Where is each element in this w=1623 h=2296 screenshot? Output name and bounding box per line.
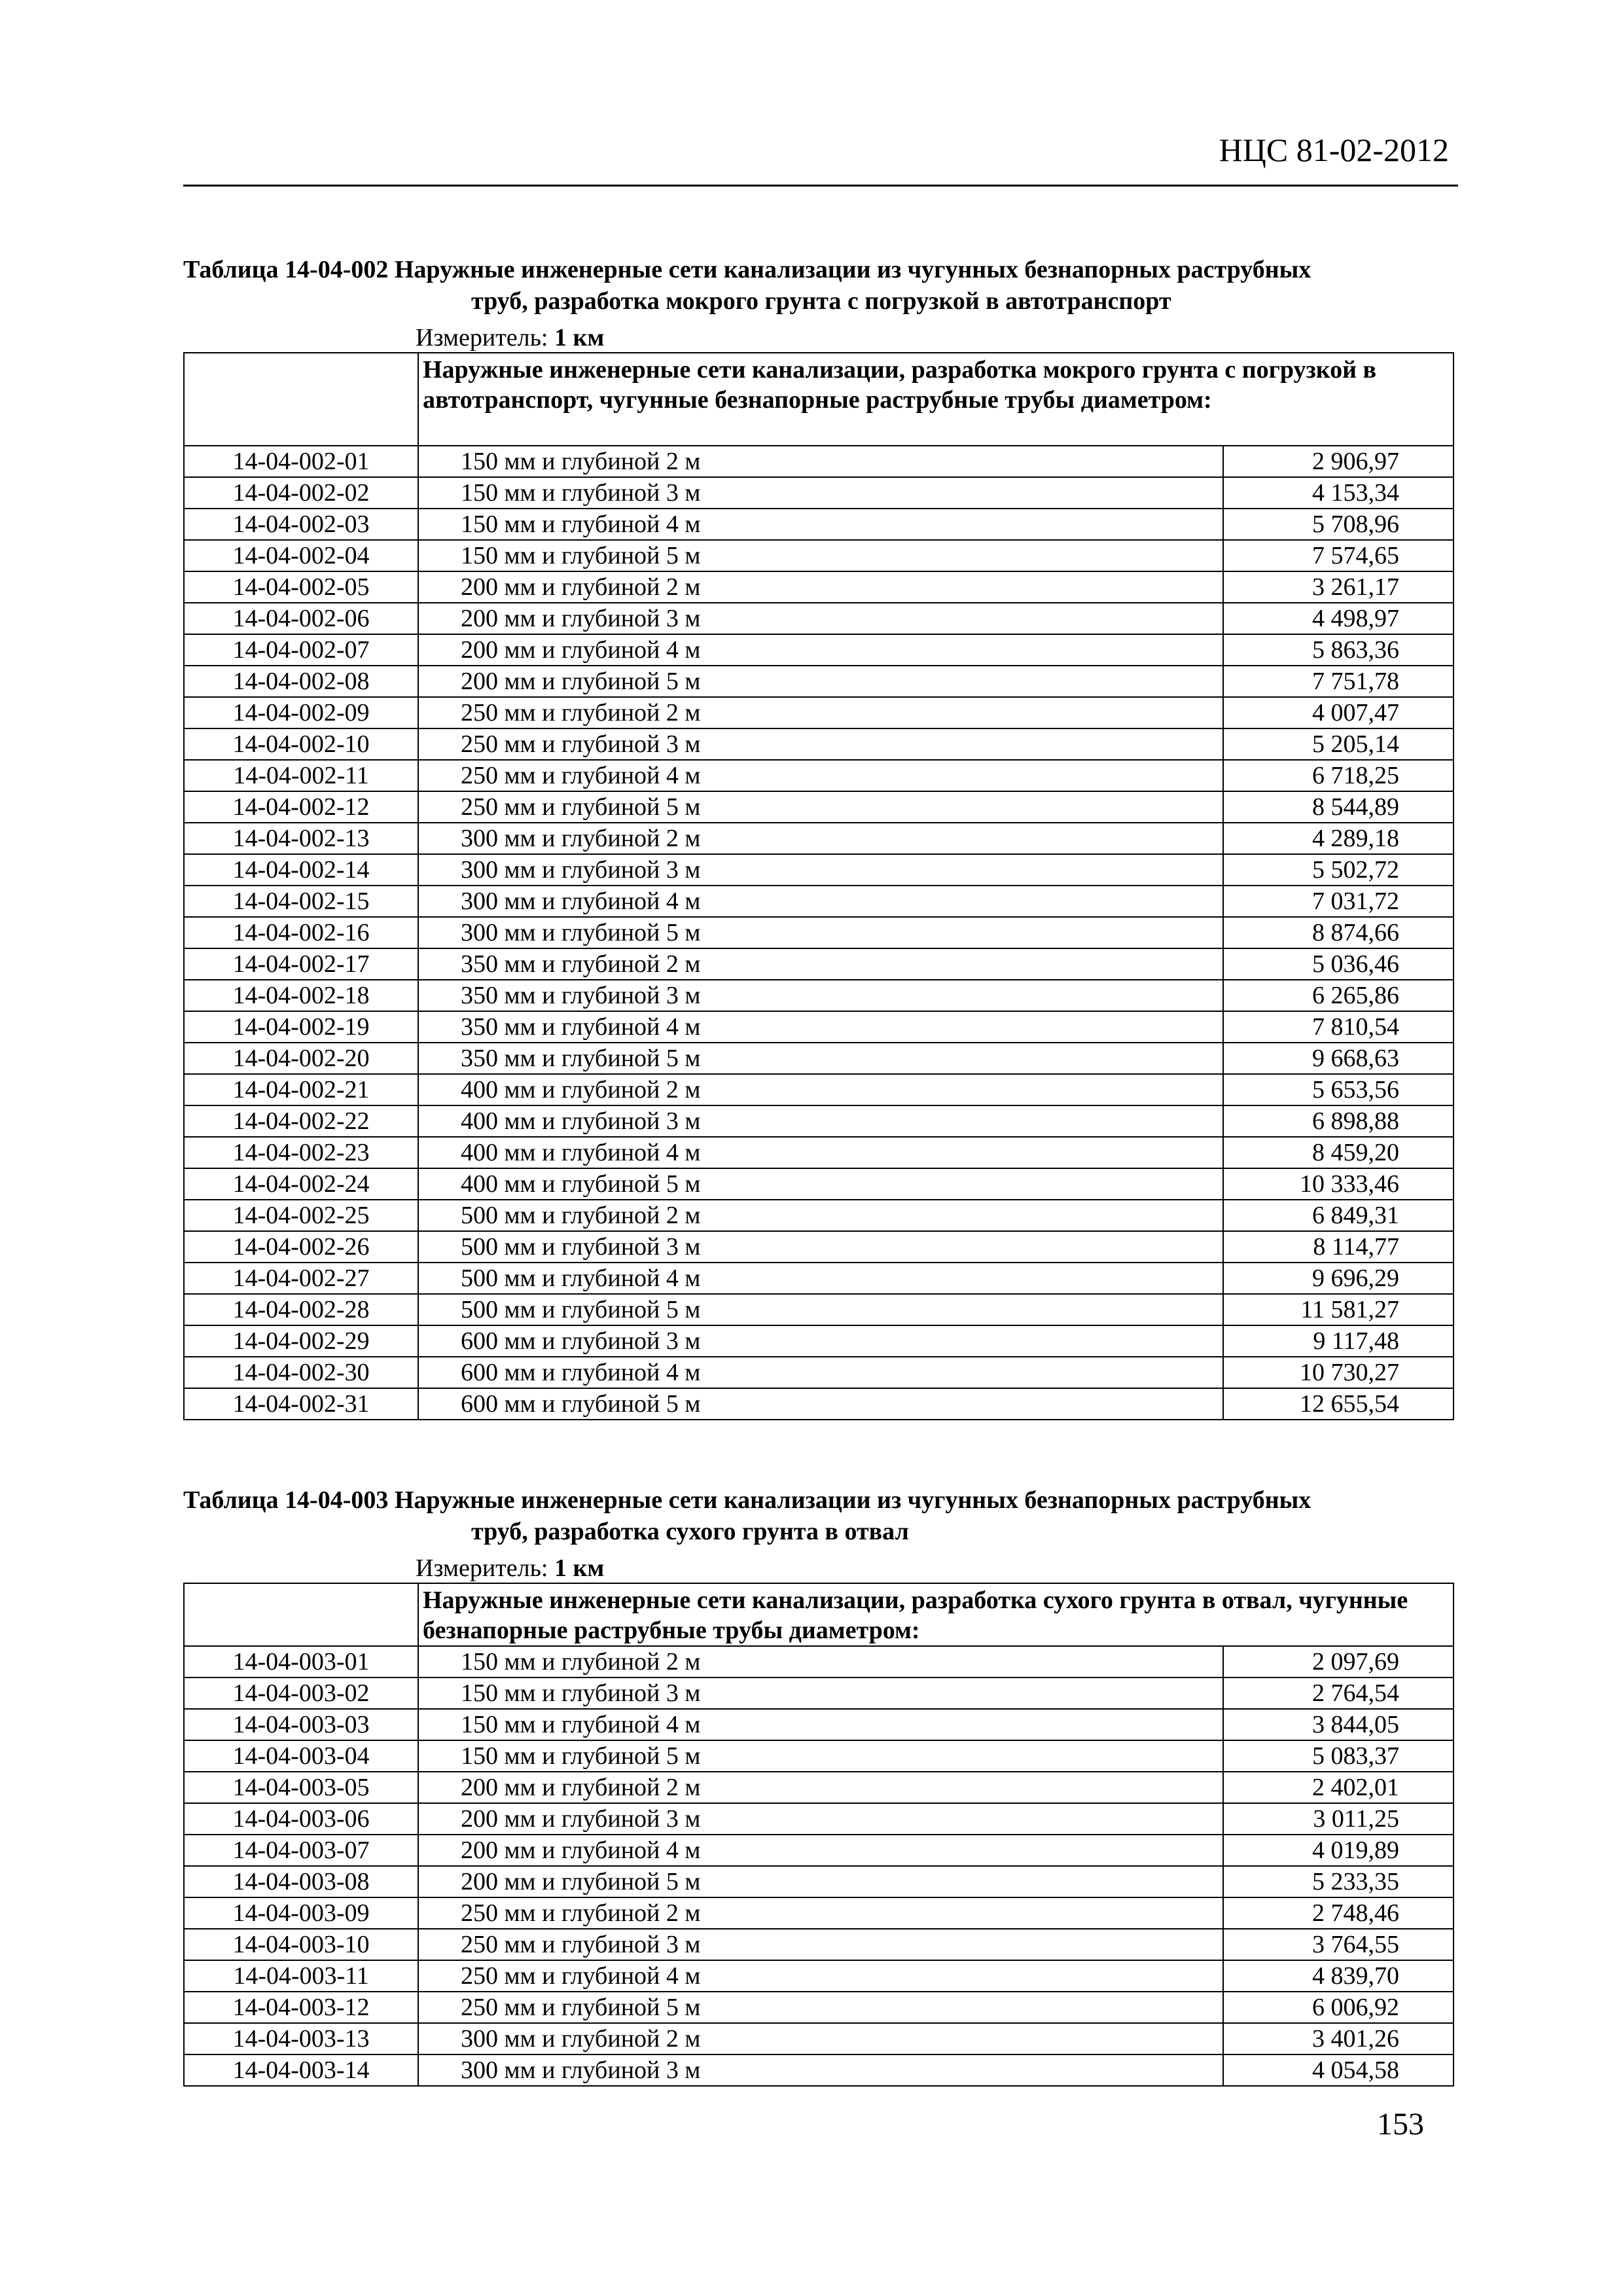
table-section-14-04-002	[183, 254, 1453, 1420]
description-cell: 300 мм и глубиной 3 м	[418, 854, 1223, 886]
table-row	[184, 1074, 1454, 1105]
table-header-description: Наружные инженерные сети канализации, разработка мокрого грунта с погрузкой в автотранспорт, чугунные безнапорные раструбные трубы диаметром:	[418, 353, 1454, 446]
norm-code-cell: 14-04-002-01	[184, 446, 418, 477]
norm-code-cell: 14-04-003-11	[184, 1960, 418, 1992]
table-row	[184, 1772, 1454, 1803]
table-row	[184, 791, 1454, 823]
table-row	[184, 571, 1454, 603]
price-cell: 8 114,77	[1223, 1231, 1454, 1263]
price-cell: 6 006,92	[1223, 1992, 1454, 2023]
description-cell: 150 мм и глубиной 5 м	[418, 540, 1223, 571]
table-number: Таблица 14-04-002	[183, 256, 389, 283]
norm-code-cell: 14-04-002-02	[184, 477, 418, 509]
price-cell: 4 289,18	[1223, 823, 1454, 854]
norm-code-cell: 14-04-002-22	[184, 1105, 418, 1137]
description-cell: 400 мм и глубиной 2 м	[418, 1074, 1223, 1105]
norm-code-cell: 14-04-002-26	[184, 1231, 418, 1263]
price-cell: 4 839,70	[1223, 1960, 1454, 1992]
norm-code-cell: 14-04-002-07	[184, 634, 418, 666]
norm-table	[183, 1583, 1454, 2087]
table-row	[184, 666, 1454, 697]
description-cell: 200 мм и глубиной 3 м	[418, 603, 1223, 634]
description-cell: 250 мм и глубиной 2 м	[418, 697, 1223, 728]
description-cell: 300 мм и глубиной 3 м	[418, 2054, 1223, 2086]
description-cell: 500 мм и глубиной 5 м	[418, 1294, 1223, 1325]
price-cell: 10 333,46	[1223, 1168, 1454, 1200]
price-cell: 4 498,97	[1223, 603, 1454, 634]
price-cell: 5 863,36	[1223, 634, 1454, 666]
description-cell: 150 мм и глубиной 4 м	[418, 509, 1223, 540]
table-row	[184, 1105, 1454, 1137]
norm-code-cell: 14-04-003-07	[184, 1835, 418, 1866]
description-cell: 300 мм и глубиной 2 м	[418, 2023, 1223, 2054]
description-cell: 150 мм и глубиной 3 м	[418, 477, 1223, 509]
norm-code-cell: 14-04-002-05	[184, 571, 418, 603]
table-row	[184, 1929, 1454, 1960]
description-cell: 200 мм и глубиной 4 м	[418, 1835, 1223, 1866]
table-row	[184, 1646, 1454, 1677]
description-cell: 400 мм и глубиной 4 м	[418, 1137, 1223, 1168]
price-cell: 5 502,72	[1223, 854, 1454, 886]
table-row	[184, 1200, 1454, 1231]
price-cell: 6 718,25	[1223, 760, 1454, 791]
table-title-line1: Наружные инженерные сети канализации из чугунных безнапорных раструбных	[394, 256, 1311, 283]
description-cell: 200 мм и глубиной 2 м	[418, 1772, 1223, 1803]
description-cell: 200 мм и глубиной 5 м	[418, 1866, 1223, 1897]
price-cell: 6 849,31	[1223, 1200, 1454, 1231]
norm-code-cell: 14-04-002-11	[184, 760, 418, 791]
table-row	[184, 2023, 1454, 2054]
description-cell: 250 мм и глубиной 5 м	[418, 1992, 1223, 2023]
norm-code-cell: 14-04-002-09	[184, 697, 418, 728]
table-title-line1: Наружные инженерные сети канализации из чугунных безнапорных раструбных	[394, 1486, 1311, 1514]
price-cell: 8 459,20	[1223, 1137, 1454, 1168]
description-cell: 150 мм и глубиной 2 м	[418, 1646, 1223, 1677]
table-row	[184, 1357, 1454, 1388]
table-row	[184, 917, 1454, 948]
norm-code-cell: 14-04-002-08	[184, 666, 418, 697]
price-cell: 5 036,46	[1223, 948, 1454, 980]
page-number: 153	[1377, 2107, 1424, 2142]
price-cell: 3 401,26	[1223, 2023, 1454, 2054]
table-body	[184, 446, 1454, 1420]
table-row	[184, 634, 1454, 666]
price-cell: 6 265,86	[1223, 980, 1454, 1011]
table-row	[184, 1677, 1454, 1709]
norm-code-cell: 14-04-003-06	[184, 1803, 418, 1835]
table-body	[184, 1646, 1454, 2086]
table-row	[184, 1231, 1454, 1263]
norm-code-cell: 14-04-002-29	[184, 1325, 418, 1357]
table-title	[183, 1484, 1453, 1547]
price-cell: 9 117,48	[1223, 1325, 1454, 1357]
price-cell: 3 764,55	[1223, 1929, 1454, 1960]
measure-label: Измеритель:	[416, 1554, 548, 1582]
table-row	[184, 697, 1454, 728]
measure-unit: 1 км	[554, 1554, 605, 1582]
table-row	[184, 760, 1454, 791]
norm-code-cell: 14-04-002-19	[184, 1011, 418, 1043]
norm-code-cell: 14-04-003-04	[184, 1740, 418, 1772]
price-cell: 8 544,89	[1223, 791, 1454, 823]
norm-code-cell: 14-04-003-09	[184, 1897, 418, 1929]
table-row	[184, 1137, 1454, 1168]
price-cell: 5 653,56	[1223, 1074, 1454, 1105]
norm-code-cell: 14-04-003-05	[184, 1772, 418, 1803]
price-cell: 7 751,78	[1223, 666, 1454, 697]
price-cell: 5 205,14	[1223, 728, 1454, 760]
price-cell: 5 083,37	[1223, 1740, 1454, 1772]
table-row	[184, 2054, 1454, 2086]
table-row	[184, 1897, 1454, 1929]
norm-code-cell: 14-04-002-25	[184, 1200, 418, 1231]
description-cell: 300 мм и глубиной 4 м	[418, 886, 1223, 917]
norm-code-cell: 14-04-002-21	[184, 1074, 418, 1105]
price-cell: 9 668,63	[1223, 1043, 1454, 1074]
header-empty-cell	[184, 1583, 418, 1646]
norm-code-cell: 14-04-003-03	[184, 1709, 418, 1740]
price-cell: 8 874,66	[1223, 917, 1454, 948]
norm-code-cell: 14-04-002-20	[184, 1043, 418, 1074]
description-cell: 150 мм и глубиной 5 м	[418, 1740, 1223, 1772]
table-row	[184, 854, 1454, 886]
table-row	[184, 1388, 1454, 1420]
description-cell: 200 мм и глубиной 3 м	[418, 1803, 1223, 1835]
norm-code-cell: 14-04-003-01	[184, 1646, 418, 1677]
table-row	[184, 1740, 1454, 1772]
table-row	[184, 603, 1454, 634]
table-row	[184, 1960, 1454, 1992]
price-cell: 2 748,46	[1223, 1897, 1454, 1929]
description-cell: 250 мм и глубиной 4 м	[418, 1960, 1223, 1992]
table-row	[184, 1011, 1454, 1043]
price-cell: 7 810,54	[1223, 1011, 1454, 1043]
table-row	[184, 1835, 1454, 1866]
description-cell: 500 мм и глубиной 4 м	[418, 1263, 1223, 1294]
table-row	[184, 1325, 1454, 1357]
norm-code-cell: 14-04-002-16	[184, 917, 418, 948]
table-header-row	[184, 1583, 1454, 1646]
norm-code-cell: 14-04-003-02	[184, 1677, 418, 1709]
norm-code-cell: 14-04-003-12	[184, 1992, 418, 2023]
description-cell: 250 мм и глубиной 3 м	[418, 1929, 1223, 1960]
price-cell: 3 261,17	[1223, 571, 1454, 603]
price-cell: 7 574,65	[1223, 540, 1454, 571]
description-cell: 250 мм и глубиной 2 м	[418, 1897, 1223, 1929]
price-cell: 12 655,54	[1223, 1388, 1454, 1420]
price-cell: 2 764,54	[1223, 1677, 1454, 1709]
table-row	[184, 477, 1454, 509]
price-cell: 4 019,89	[1223, 1835, 1454, 1866]
norm-code-cell: 14-04-002-13	[184, 823, 418, 854]
price-cell: 5 708,96	[1223, 509, 1454, 540]
table-row	[184, 980, 1454, 1011]
price-cell: 4 007,47	[1223, 697, 1454, 728]
table-row	[184, 728, 1454, 760]
table-row	[184, 1294, 1454, 1325]
description-cell: 200 мм и глубиной 2 м	[418, 571, 1223, 603]
table-row	[184, 823, 1454, 854]
table-row	[184, 446, 1454, 477]
table-row	[184, 1043, 1454, 1074]
price-cell: 6 898,88	[1223, 1105, 1454, 1137]
price-cell: 3 011,25	[1223, 1803, 1454, 1835]
norm-code-cell: 14-04-002-31	[184, 1388, 418, 1420]
description-cell: 350 мм и глубиной 4 м	[418, 1011, 1223, 1043]
table-title	[183, 254, 1453, 317]
description-cell: 300 мм и глубиной 5 м	[418, 917, 1223, 948]
price-cell: 9 696,29	[1223, 1263, 1454, 1294]
norm-code-cell: 14-04-002-14	[184, 854, 418, 886]
description-cell: 350 мм и глубиной 5 м	[418, 1043, 1223, 1074]
table-row	[184, 948, 1454, 980]
description-cell: 400 мм и глубиной 3 м	[418, 1105, 1223, 1137]
table-row	[184, 1803, 1454, 1835]
norm-code-cell: 14-04-003-10	[184, 1929, 418, 1960]
measure-unit: 1 км	[554, 324, 605, 351]
description-cell: 500 мм и глубиной 2 м	[418, 1200, 1223, 1231]
description-cell: 250 мм и глубиной 5 м	[418, 791, 1223, 823]
table-section-14-04-003	[183, 1484, 1453, 2087]
table-title-line2: труб, разработка сухого грунта в отвал	[471, 1518, 909, 1545]
description-cell: 150 мм и глубиной 2 м	[418, 446, 1223, 477]
description-cell: 500 мм и глубиной 3 м	[418, 1231, 1223, 1263]
header-empty-cell	[184, 353, 418, 446]
description-cell: 250 мм и глубиной 4 м	[418, 760, 1223, 791]
norm-code-cell: 14-04-002-03	[184, 509, 418, 540]
price-cell: 3 844,05	[1223, 1709, 1454, 1740]
table-row	[184, 1866, 1454, 1897]
norm-code-cell: 14-04-003-08	[184, 1866, 418, 1897]
norm-code-cell: 14-04-002-17	[184, 948, 418, 980]
table-row	[184, 1709, 1454, 1740]
norm-code-cell: 14-04-002-10	[184, 728, 418, 760]
price-cell: 4 153,34	[1223, 477, 1454, 509]
description-cell: 350 мм и глубиной 3 м	[418, 980, 1223, 1011]
table-row	[184, 886, 1454, 917]
table-header-row	[184, 353, 1454, 446]
price-cell: 11 581,27	[1223, 1294, 1454, 1325]
measure-label: Измеритель:	[416, 324, 548, 351]
document-header	[183, 131, 1458, 187]
description-cell: 200 мм и глубиной 4 м	[418, 634, 1223, 666]
measure-unit-line	[416, 1555, 1453, 1581]
norm-code-cell: 14-04-002-23	[184, 1137, 418, 1168]
description-cell: 150 мм и глубиной 3 м	[418, 1677, 1223, 1709]
description-cell: 250 мм и глубиной 3 м	[418, 728, 1223, 760]
price-cell: 4 054,58	[1223, 2054, 1454, 2086]
table-number: Таблица 14-04-003	[183, 1486, 389, 1514]
table-header-description: Наружные инженерные сети канализации, разработка сухого грунта в отвал, чугунные безнапорные раструбные трубы диаметром:	[418, 1583, 1454, 1646]
norm-code-cell: 14-04-002-30	[184, 1357, 418, 1388]
norm-code-cell: 14-04-002-24	[184, 1168, 418, 1200]
table-title-line2: труб, разработка мокрого грунта с погрузкой в автотранспорт	[471, 287, 1171, 315]
norm-table	[183, 352, 1454, 1420]
table-row	[184, 540, 1454, 571]
norm-code-cell: 14-04-002-28	[184, 1294, 418, 1325]
price-cell: 2 906,97	[1223, 446, 1454, 477]
table-row	[184, 509, 1454, 540]
description-cell: 350 мм и глубиной 2 м	[418, 948, 1223, 980]
norm-code-cell: 14-04-002-15	[184, 886, 418, 917]
price-cell: 2 097,69	[1223, 1646, 1454, 1677]
description-cell: 200 мм и глубиной 5 м	[418, 666, 1223, 697]
norm-code-cell: 14-04-003-14	[184, 2054, 418, 2086]
document-code: НЦС 81-02-2012	[1219, 132, 1449, 168]
description-cell: 400 мм и глубиной 5 м	[418, 1168, 1223, 1200]
description-cell: 150 мм и глубиной 4 м	[418, 1709, 1223, 1740]
norm-code-cell: 14-04-002-04	[184, 540, 418, 571]
description-cell: 300 мм и глубиной 2 м	[418, 823, 1223, 854]
table-row	[184, 1992, 1454, 2023]
description-cell: 600 мм и глубиной 4 м	[418, 1357, 1223, 1388]
norm-code-cell: 14-04-003-13	[184, 2023, 418, 2054]
table-row	[184, 1168, 1454, 1200]
table-row	[184, 1263, 1454, 1294]
description-cell: 600 мм и глубиной 3 м	[418, 1325, 1223, 1357]
price-cell: 5 233,35	[1223, 1866, 1454, 1897]
description-cell: 600 мм и глубиной 5 м	[418, 1388, 1223, 1420]
norm-code-cell: 14-04-002-06	[184, 603, 418, 634]
measure-unit-line	[416, 325, 1453, 351]
price-cell: 10 730,27	[1223, 1357, 1454, 1388]
price-cell: 2 402,01	[1223, 1772, 1454, 1803]
price-cell: 7 031,72	[1223, 886, 1454, 917]
norm-code-cell: 14-04-002-12	[184, 791, 418, 823]
norm-code-cell: 14-04-002-27	[184, 1263, 418, 1294]
norm-code-cell: 14-04-002-18	[184, 980, 418, 1011]
